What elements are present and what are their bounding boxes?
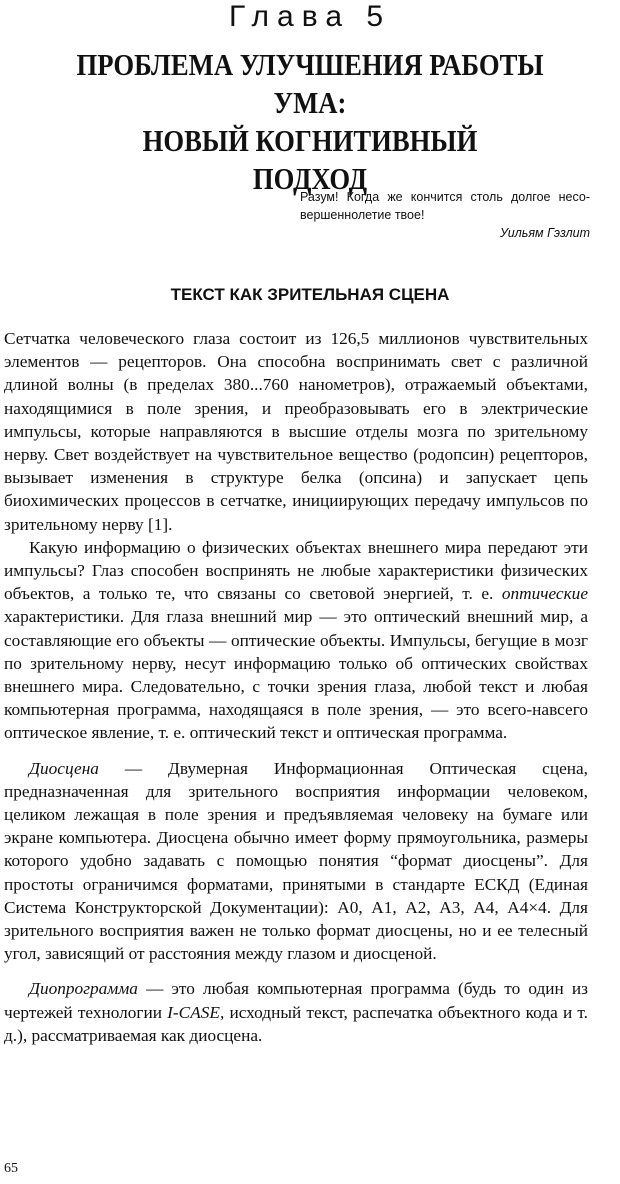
italic-term: I-CASE — [167, 1002, 220, 1022]
page-number: 65 — [4, 1161, 18, 1176]
epigraph — [300, 188, 590, 224]
chapter-title — [61, 46, 560, 198]
chapter-title-line: НОВЫЙ КОГНИТИВНЫЙ — [142, 123, 478, 158]
paragraph: Сетчатка человеческого глаза состоит из 126,5 миллионов чувствительных элементов — рецепторов. Она способна воспринимать свет с различной длиной волны (в пределах 380...760 нанометров), отражаемый объектами, находящимися в поле зрения, и преобразовывать его в электрические импульсы, которые направляются в высшие отделы мозга по зрительному нерву. Свет воздействует на чувствительное вещество (родопсин) рецепторов, вызывает изменения в структуре белка (опсина) и запускает цепь биохимических процессов в сетчатке, инициирующих передачу импульсов по зрительному нерву [1]. — [4, 329, 588, 534]
defined-term: Диосцена — [29, 758, 99, 778]
definition-paragraph: Диосцена — Двумерная Информационная Оптическая сцена, предназначенная для зрительного восприятия информации человеком, целиком лежащая в поле зрения и предъявляемая человеку на бумаге или экране компьютера. Диосцена обычно имеет форму прямоугольника, размеры которого удобно задавать с помощью понятия “формат диосцены”. Для простоты ограничимся форматами, принятыми в стандарте ЕСКД (Единая Система Конструкторской Документации): А0, А1, А2, А3, А4, А4×4. Для зрительного восприятия важен не только формат диосцены, но и ее телесный угол, зависящий от расстояния между глазом и диосценой. — [4, 758, 588, 964]
section-heading: ТЕКСТ КАК ЗРИТЕЛЬНАЯ СЦЕНА — [170, 285, 450, 304]
epigraph-line: вершеннолетие твое! — [300, 208, 425, 222]
definition-paragraph: Диопрограмма — это любая компьютерная программа (будь то один из чертежей технологии I-CASE, исходный текст, распечатка объектного кода и т. д.), рассматриваемая как диосцена. — [4, 979, 588, 1045]
chapter-title-line: ПОДХОД — [252, 161, 368, 196]
epigraph-author: Уильям Гэзлит — [499, 226, 590, 240]
epigraph-line: Разум! Когда же кончится столь долгое несо- — [300, 190, 590, 204]
chapter-label: Глава 5 — [228, 0, 392, 33]
italic-term: оптические — [501, 584, 588, 604]
chapter-title-line: ПРОБЛЕМА УЛУЧШЕНИЯ РАБОТЫ УМА: — [76, 47, 544, 120]
defined-term: Диопрограмма — [29, 979, 138, 999]
paragraph: Какую информацию о физических объектах внешнего мира передают эти импульсы? Глаз способен воспринять не любые характеристики физических объектов, а только те, что связаны со световой энергией, т. е. оптические характеристики. Для глаза внешний мир — это оптический внешний мир, а составляющие его объекты — оптические объекты. Импульсы, бегущие в мозг по зрительному нерву, несут информацию только об оптических свойствах внешнего мира. Следовательно, с точки зрения глаза, любой текст и любая компьютерная программа, находящаяся в поле зрения, — это всего-навсего оптическое явление, т. е. оптический текст и оптическая программа. — [4, 537, 588, 743]
body-text — [4, 327, 588, 1047]
